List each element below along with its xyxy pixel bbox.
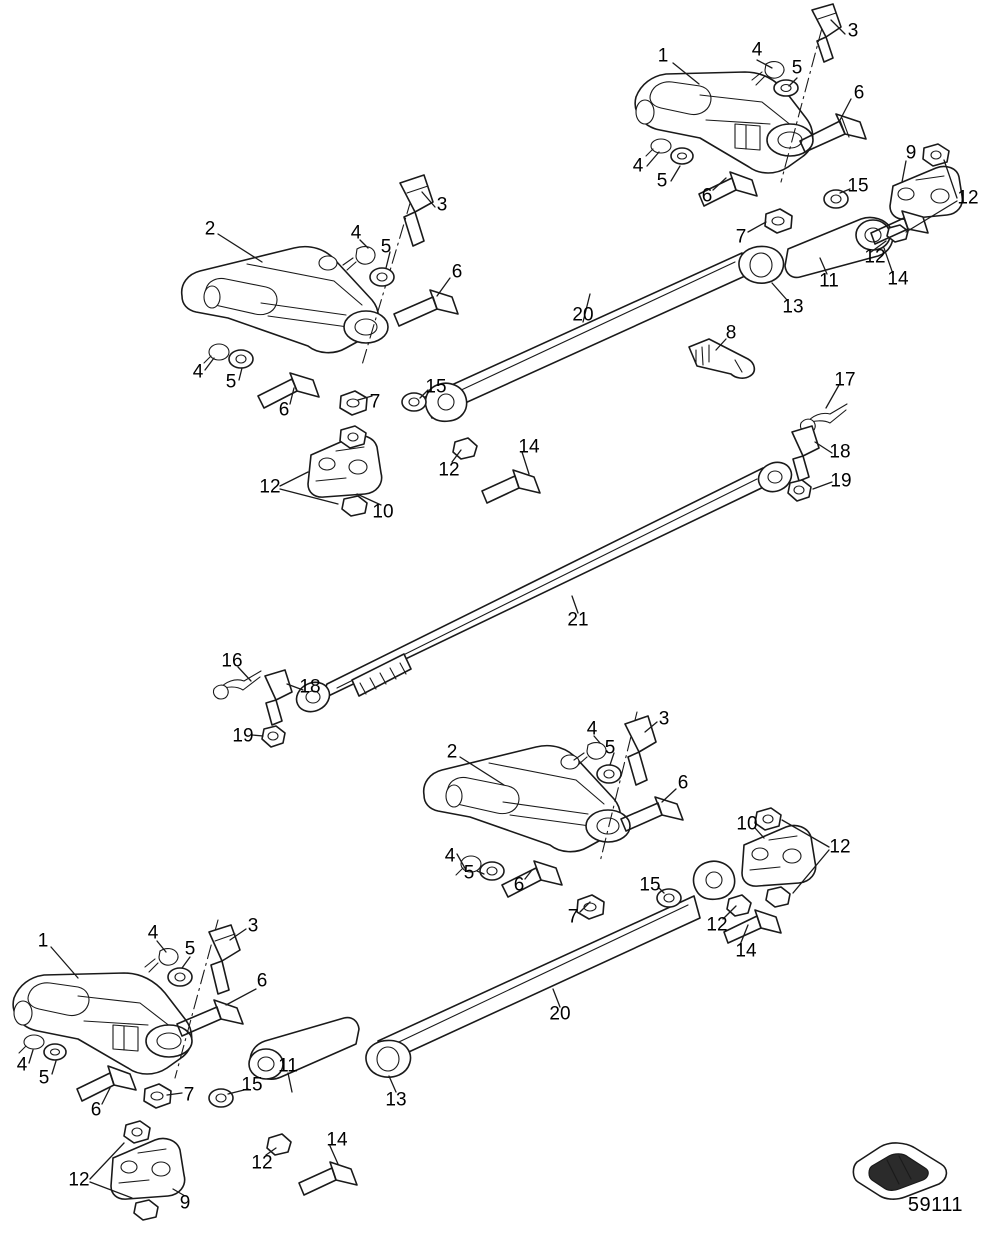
callout-number: 12 — [251, 1152, 273, 1174]
callout-number: 4 — [16, 1054, 28, 1076]
callout-number: 5 — [463, 862, 475, 884]
callout-number: 19 — [830, 470, 852, 492]
callout-number: 14 — [887, 268, 909, 290]
drag-link-21 — [292, 457, 797, 717]
callout-number: 1 — [657, 45, 669, 67]
callout-number: 3 — [436, 194, 448, 216]
callout-number: 4 — [192, 361, 204, 383]
callout-number: 15 — [639, 874, 661, 896]
callout-number: 13 — [385, 1089, 407, 1111]
callout-number: 4 — [632, 155, 644, 177]
callout-number: 6 — [278, 399, 290, 421]
callout-number: 11 — [278, 1055, 298, 1077]
callout-number: 3 — [247, 915, 259, 937]
callout-number: 15 — [847, 175, 869, 197]
callout-number: 2 — [446, 741, 458, 763]
callout-number: 1 — [37, 930, 49, 952]
callout-number: 8 — [725, 322, 737, 344]
callout-number: 6 — [853, 82, 865, 104]
callout-number: 15 — [425, 376, 447, 398]
callout-number: 4 — [444, 845, 456, 867]
callout-number: 6 — [256, 970, 268, 992]
callout-number: 7 — [369, 391, 381, 413]
callout-number: 17 — [834, 369, 856, 391]
detail-bottom-right — [853, 1143, 946, 1199]
callout-number: 2 — [204, 218, 216, 240]
callout-number: 20 — [572, 304, 594, 326]
callout-number: 15 — [241, 1074, 263, 1096]
callout-number: 4 — [751, 39, 763, 61]
callout-number: 16 — [221, 650, 243, 672]
callout-number: 6 — [90, 1099, 102, 1121]
callout-number: 5 — [184, 938, 196, 960]
bracket-mid-left — [308, 393, 540, 516]
bracket-bottom-left — [111, 1089, 357, 1220]
callout-number: 10 — [372, 501, 394, 523]
callout-number: 20 — [549, 1003, 571, 1025]
callout-number: 13 — [782, 296, 804, 318]
callout-number: 7 — [567, 906, 579, 928]
callout-number: 4 — [586, 718, 598, 740]
callout-number: 5 — [38, 1067, 50, 1089]
callout-number: 12 — [706, 914, 728, 936]
drawing-number: 59111 — [907, 1194, 963, 1216]
callout-number: 7 — [183, 1084, 195, 1106]
callout-number: 14 — [735, 940, 757, 962]
assembly-lower-mid-arm — [424, 712, 637, 862]
callout-number: 5 — [656, 170, 668, 192]
callout-number: 19 — [232, 725, 254, 747]
tie-rod-upper — [423, 217, 893, 421]
callout-number: 18 — [829, 441, 851, 463]
callout-number: 11 — [819, 270, 839, 292]
callout-number: 12 — [829, 836, 851, 858]
callout-number: 9 — [179, 1192, 191, 1214]
callout-number: 6 — [451, 261, 463, 283]
callout-number: 12 — [259, 476, 281, 498]
callout-number: 3 — [658, 708, 670, 730]
callout-number: 21 — [567, 609, 589, 631]
callout-number: 6 — [677, 772, 689, 794]
callout-number: 9 — [905, 142, 917, 164]
callout-number: 7 — [735, 226, 747, 248]
callout-number: 12 — [438, 459, 460, 481]
callout-number: 5 — [225, 371, 237, 393]
callout-number: 5 — [604, 737, 616, 759]
callout-number: 14 — [326, 1129, 348, 1151]
callout-number: 4 — [147, 922, 159, 944]
callout-number: 5 — [791, 57, 803, 79]
callout-number: 6 — [513, 874, 525, 896]
callout-number: 14 — [518, 436, 540, 458]
callout-number: 10 — [736, 813, 758, 835]
callout-number: 12 — [68, 1169, 90, 1191]
callout-number: 12 — [864, 246, 886, 268]
callout-number: 6 — [701, 185, 713, 207]
callout-number: 4 — [350, 222, 362, 244]
callout-number: 5 — [380, 236, 392, 258]
callout-number: 12 — [957, 187, 979, 209]
callout-number: 3 — [847, 20, 859, 42]
plug-part-8 — [689, 339, 754, 378]
callout-number: 18 — [299, 676, 321, 698]
